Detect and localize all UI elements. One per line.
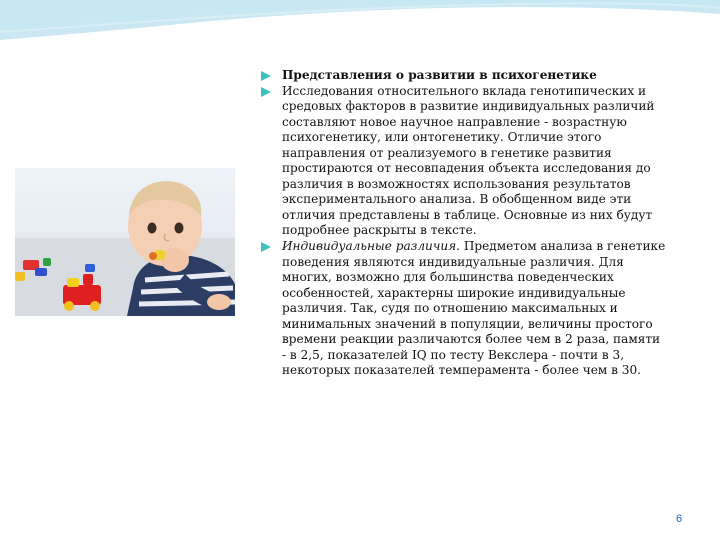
bullet-icon [261,87,271,97]
bullet-icon [261,242,271,252]
slide-heading: Представления о развитии в психогенетике [282,68,597,82]
page-number: 6 [676,513,683,525]
paragraph-text: Исследования относительного вклада генотипических и средовых факторов в развитие индивидуальных различий составляют новое научное направление - возрастную психогенетику, или онтогенетику. Отличие этого направления от реализуемого в генетике развития простираются от несовпадения объекта исследования до различия в возможностях использования результатов экспериментального анализа. В обобщенном виде эти отличия представлены в таблице. Основные из них будут подробнее раскрыты в тексте. [282,83,655,238]
term-italic: Индивидуальные различия [282,239,457,254]
bullet-icon [261,71,271,81]
paragraph-text: . Предметом анализа в генетике поведения являются индивидуальные различия. Для многих, возможно для большинства поведенческих особенностей, характерны широкие индивидуальные различия. Так, судя по отношению максимальных и минимальных значений в популяции, величины простого времени реакции различаются более чем в 2 раза, памяти - в 2,5, показателей IQ по тесту Векслера - почти в 3, некоторых показателей темперамента - более чем в 30. [282,239,666,378]
bullet-item [258,84,668,239]
bullet-item [258,68,668,84]
bullet-item [258,239,668,379]
slide-content [258,68,668,379]
decorative-swoosh [0,0,720,60]
baby-photo [15,168,235,316]
